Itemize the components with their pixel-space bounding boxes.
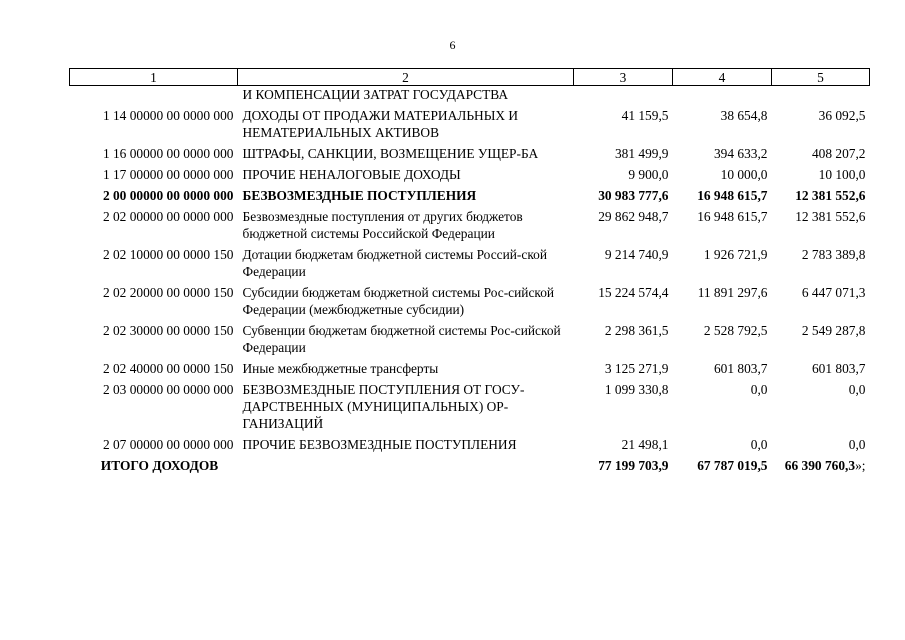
continuation-text: И КОМПЕНСАЦИИ ЗАТРАТ ГОСУДАРСТВА — [242, 87, 509, 102]
row-name: БЕЗВОЗМЕЗДНЫЕ ПОСТУПЛЕНИЯ — [242, 188, 477, 203]
table-row — [70, 436, 870, 457]
total-label: ИТОГО ДОХОДОВ — [100, 458, 219, 473]
row-name: Безвозмездные поступления от других бюджетов бюджетной системы Российской Федерации — [242, 209, 523, 241]
total-row — [70, 457, 870, 474]
row-value-4: 394 633,2 — [713, 146, 768, 161]
row-value-5: 10 100,0 — [818, 167, 866, 182]
row-code: 2 03 00000 00 0000 000 — [102, 382, 234, 397]
row-code: 2 02 40000 00 0000 150 — [102, 361, 234, 376]
header-col-2: 2 — [238, 69, 574, 86]
header-row — [70, 69, 870, 86]
row-value-3: 15 224 574,4 — [598, 285, 669, 300]
row-value-4: 1 926 721,9 — [703, 247, 768, 262]
row-value-4: 2 528 792,5 — [703, 323, 768, 338]
page-number: 6 — [449, 38, 456, 52]
total-value-5-cell — [772, 457, 870, 474]
row-name: Субсидии бюджетам бюджетной системы Рос-сийской Федерации (межбюджетные субсидии) — [242, 285, 555, 317]
row-value-3: 41 159,5 — [621, 108, 669, 123]
closing-quote: »; — [855, 458, 866, 473]
total-value-3: 77 199 703,9 — [598, 458, 669, 473]
row-value-4: 601 803,7 — [713, 361, 768, 376]
row-name: БЕЗВОЗМЕЗДНЫЕ ПОСТУПЛЕНИЯ ОТ ГОСУ-ДАРСТВЕННЫХ (МУНИЦИПАЛЬНЫХ) ОР-ГАНИЗАЦИЙ — [242, 382, 525, 431]
header-col-3: 3 — [574, 69, 673, 86]
row-value-3: 3 125 271,9 — [604, 361, 669, 376]
row-name: Дотации бюджетам бюджетной системы Россий-ской Федерации — [242, 247, 548, 279]
row-value-3: 21 498,1 — [621, 437, 669, 452]
row-code: 2 02 20000 00 0000 150 — [102, 285, 234, 300]
row-value-5: 12 381 552,6 — [795, 209, 866, 224]
row-value-3: 381 499,9 — [614, 146, 669, 161]
row-code: 2 02 00000 00 0000 000 — [102, 209, 234, 224]
row-value-4: 16 948 615,7 — [697, 188, 768, 203]
total-value-5: 66 390 760,3 — [784, 458, 856, 473]
table-row — [70, 208, 870, 246]
table-row — [70, 145, 870, 166]
row-code: 1 14 00000 00 0000 000 — [102, 108, 234, 123]
row-value-4: 10 000,0 — [720, 167, 768, 182]
row-name: ДОХОДЫ ОТ ПРОДАЖИ МАТЕРИАЛЬНЫХ И НЕМАТЕРИАЛЬНЫХ АКТИВОВ — [242, 108, 519, 140]
row-code: 2 00 00000 00 0000 000 — [102, 188, 234, 203]
row-code: 1 17 00000 00 0000 000 — [102, 167, 234, 182]
row-value-5: 2 549 287,8 — [801, 323, 866, 338]
row-value-3: 2 298 361,5 — [604, 323, 669, 338]
row-value-5: 0,0 — [848, 437, 866, 452]
row-value-5: 36 092,5 — [818, 108, 866, 123]
row-value-3: 9 214 740,9 — [604, 247, 669, 262]
header-col-5: 5 — [772, 69, 870, 86]
table-row — [70, 246, 870, 284]
row-name: Субвенции бюджетам бюджетной системы Рос-сийской Федерации — [242, 323, 561, 355]
continuation-row — [70, 86, 870, 108]
row-name: ПРОЧИЕ НЕНАЛОГОВЫЕ ДОХОДЫ — [242, 167, 461, 182]
row-code: 1 16 00000 00 0000 000 — [102, 146, 234, 161]
row-value-4: 38 654,8 — [720, 108, 768, 123]
revenue-table — [69, 68, 870, 474]
row-value-3: 9 900,0 — [628, 167, 669, 182]
table-row — [70, 284, 870, 322]
table-row — [70, 166, 870, 187]
row-value-3: 29 862 948,7 — [598, 209, 669, 224]
row-value-4: 0,0 — [750, 382, 768, 397]
header-col-4: 4 — [673, 69, 772, 86]
row-name: ПРОЧИЕ БЕЗВОЗМЕЗДНЫЕ ПОСТУПЛЕНИЯ — [242, 437, 517, 452]
row-value-4: 16 948 615,7 — [697, 209, 768, 224]
table-row — [70, 360, 870, 381]
table-row — [70, 107, 870, 145]
row-value-5: 408 207,2 — [811, 146, 866, 161]
total-value-4: 67 787 019,5 — [697, 458, 768, 473]
table-row — [70, 322, 870, 360]
row-value-4: 0,0 — [750, 437, 768, 452]
row-value-3: 1 099 330,8 — [604, 382, 669, 397]
row-code: 2 02 10000 00 0000 150 — [102, 247, 234, 262]
row-value-5: 12 381 552,6 — [795, 188, 866, 203]
row-value-4: 11 891 297,6 — [697, 285, 768, 300]
row-value-5: 601 803,7 — [811, 361, 866, 376]
row-value-5: 6 447 071,3 — [801, 285, 866, 300]
row-code: 2 02 30000 00 0000 150 — [102, 323, 234, 338]
header-col-1: 1 — [70, 69, 238, 86]
row-value-5: 0,0 — [848, 382, 866, 397]
table-row — [70, 381, 870, 436]
row-name: Иные межбюджетные трансферты — [242, 361, 439, 376]
row-code: 2 07 00000 00 0000 000 — [102, 437, 234, 452]
row-name: ШТРАФЫ, САНКЦИИ, ВОЗМЕЩЕНИЕ УЩЕР-БА — [242, 146, 539, 161]
row-value-5: 2 783 389,8 — [801, 247, 866, 262]
row-value-3: 30 983 777,6 — [598, 188, 669, 203]
table-row-bold — [70, 187, 870, 208]
